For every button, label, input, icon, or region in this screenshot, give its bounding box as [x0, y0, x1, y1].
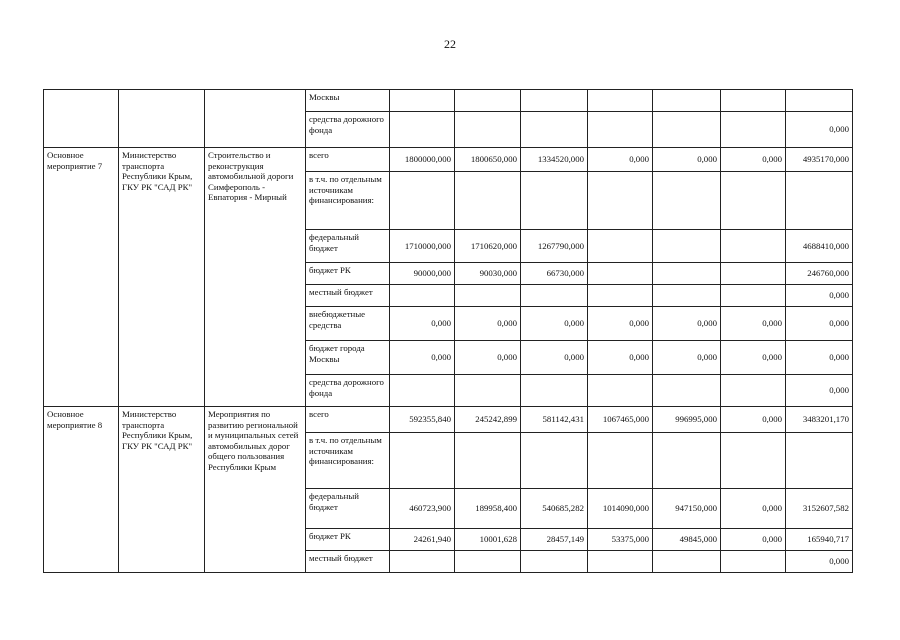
value-cell — [721, 90, 786, 112]
measure-name-cell — [44, 90, 119, 148]
value-cell — [721, 551, 786, 573]
value-cell: 0,000 — [721, 148, 786, 172]
value-cell — [455, 375, 521, 407]
value-cell — [653, 551, 721, 573]
value-cell: 1267790,000 — [521, 230, 588, 263]
value-cell: 0,000 — [653, 148, 721, 172]
value-cell: 0,000 — [786, 285, 853, 307]
funding-source-cell: Москвы — [306, 90, 390, 112]
value-cell: 3152607,582 — [786, 489, 853, 529]
table-row — [44, 148, 853, 172]
value-cell: 0,000 — [390, 341, 455, 375]
value-cell — [588, 90, 653, 112]
value-cell: 0,000 — [786, 341, 853, 375]
value-cell — [588, 230, 653, 263]
value-cell: 90030,000 — [455, 263, 521, 285]
description-cell — [205, 90, 306, 148]
value-cell: 1800650,000 — [455, 148, 521, 172]
value-cell — [455, 90, 521, 112]
value-cell — [390, 112, 455, 148]
value-cell: 0,000 — [588, 307, 653, 341]
funding-source-cell: бюджет РК — [306, 529, 390, 551]
value-cell — [455, 112, 521, 148]
funding-table — [43, 89, 853, 573]
value-cell — [455, 433, 521, 489]
value-cell — [786, 433, 853, 489]
value-cell — [588, 285, 653, 307]
value-cell — [786, 90, 853, 112]
value-cell — [455, 172, 521, 230]
value-cell: 0,000 — [390, 307, 455, 341]
value-cell — [721, 263, 786, 285]
funding-source-cell: средства дорожного фонда — [306, 375, 390, 407]
value-cell — [455, 551, 521, 573]
table-row — [44, 407, 853, 433]
value-cell: 0,000 — [786, 375, 853, 407]
value-cell: 1014090,000 — [588, 489, 653, 529]
value-cell — [390, 375, 455, 407]
value-cell: 581142,431 — [521, 407, 588, 433]
table-row — [44, 90, 853, 112]
value-cell: 4688410,000 — [786, 230, 853, 263]
value-cell: 0,000 — [786, 551, 853, 573]
value-cell: 0,000 — [721, 489, 786, 529]
funding-source-cell: федеральный бюджет — [306, 230, 390, 263]
value-cell — [521, 172, 588, 230]
value-cell — [786, 172, 853, 230]
value-cell: 0,000 — [588, 148, 653, 172]
value-cell — [588, 172, 653, 230]
measure-name-cell: Основное мероприятие 8 — [44, 407, 119, 573]
value-cell — [390, 90, 455, 112]
value-cell — [653, 433, 721, 489]
value-cell — [521, 375, 588, 407]
description-cell: Мероприятия по развитию региональной и муниципальных сетей автомобильных дорог общего пользования Республики Крым — [205, 407, 306, 573]
value-cell — [653, 172, 721, 230]
value-cell: 1800000,000 — [390, 148, 455, 172]
value-cell: 0,000 — [653, 307, 721, 341]
value-cell — [390, 433, 455, 489]
value-cell — [521, 285, 588, 307]
value-cell: 1710000,000 — [390, 230, 455, 263]
funding-source-cell: всего — [306, 148, 390, 172]
value-cell: 0,000 — [521, 307, 588, 341]
value-cell: 0,000 — [588, 341, 653, 375]
value-cell — [521, 90, 588, 112]
value-cell — [390, 285, 455, 307]
funding-source-cell: бюджет РК — [306, 263, 390, 285]
value-cell — [588, 551, 653, 573]
value-cell: 4935170,000 — [786, 148, 853, 172]
value-cell — [653, 263, 721, 285]
value-cell: 0,000 — [786, 307, 853, 341]
value-cell — [521, 433, 588, 489]
value-cell: 246760,000 — [786, 263, 853, 285]
value-cell — [455, 285, 521, 307]
value-cell: 460723,900 — [390, 489, 455, 529]
value-cell: 947150,000 — [653, 489, 721, 529]
executor-cell — [119, 90, 205, 148]
value-cell: 0,000 — [455, 341, 521, 375]
value-cell: 0,000 — [521, 341, 588, 375]
value-cell: 0,000 — [721, 529, 786, 551]
value-cell — [588, 263, 653, 285]
value-cell — [588, 112, 653, 148]
value-cell: 245242,899 — [455, 407, 521, 433]
value-cell — [721, 375, 786, 407]
value-cell — [653, 375, 721, 407]
value-cell: 24261,940 — [390, 529, 455, 551]
measure-name-cell: Основное мероприятие 7 — [44, 148, 119, 407]
value-cell: 0,000 — [455, 307, 521, 341]
page-number: 22 — [444, 37, 456, 51]
funding-source-cell: внебюджетные средства — [306, 307, 390, 341]
value-cell — [721, 285, 786, 307]
value-cell — [653, 285, 721, 307]
value-cell: 0,000 — [653, 341, 721, 375]
funding-source-cell: федеральный бюджет — [306, 489, 390, 529]
funding-source-cell: местный бюджет — [306, 285, 390, 307]
value-cell: 66730,000 — [521, 263, 588, 285]
funding-source-cell: бюджет города Москвы — [306, 341, 390, 375]
value-cell: 28457,149 — [521, 529, 588, 551]
value-cell — [588, 375, 653, 407]
value-cell: 10001,628 — [455, 529, 521, 551]
value-cell: 592355,840 — [390, 407, 455, 433]
value-cell — [653, 90, 721, 112]
value-cell — [521, 551, 588, 573]
value-cell — [721, 112, 786, 148]
value-cell — [390, 172, 455, 230]
value-cell: 0,000 — [721, 307, 786, 341]
executor-cell: Министерство транспорта Республики Крым, ГКУ РК "САД РК" — [119, 407, 205, 573]
value-cell: 90000,000 — [390, 263, 455, 285]
value-cell: 165940,717 — [786, 529, 853, 551]
value-cell — [721, 433, 786, 489]
funding-source-cell: местный бюджет — [306, 551, 390, 573]
value-cell: 0,000 — [721, 407, 786, 433]
value-cell: 996995,000 — [653, 407, 721, 433]
funding-source-cell: в т.ч. по отдельным источникам финансирования: — [306, 172, 390, 230]
value-cell: 189958,400 — [455, 489, 521, 529]
value-cell — [521, 112, 588, 148]
value-cell — [721, 230, 786, 263]
value-cell: 3483201,170 — [786, 407, 853, 433]
value-cell: 540685,282 — [521, 489, 588, 529]
description-cell: Строительство и реконструкция автомобильной дороги Симферополь - Евпатория - Мирный — [205, 148, 306, 407]
funding-source-cell: средства дорожного фонда — [306, 112, 390, 148]
funding-source-cell: в т.ч. по отдельным источникам финансирования: — [306, 433, 390, 489]
value-cell — [653, 112, 721, 148]
value-cell: 0,000 — [786, 112, 853, 148]
value-cell — [653, 230, 721, 263]
value-cell: 0,000 — [721, 341, 786, 375]
value-cell — [721, 172, 786, 230]
value-cell — [390, 551, 455, 573]
value-cell — [588, 433, 653, 489]
value-cell: 49845,000 — [653, 529, 721, 551]
executor-cell: Министерство транспорта Республики Крым, ГКУ РК "САД РК" — [119, 148, 205, 407]
value-cell: 1067465,000 — [588, 407, 653, 433]
funding-source-cell: всего — [306, 407, 390, 433]
value-cell: 53375,000 — [588, 529, 653, 551]
value-cell: 1334520,000 — [521, 148, 588, 172]
value-cell: 1710620,000 — [455, 230, 521, 263]
